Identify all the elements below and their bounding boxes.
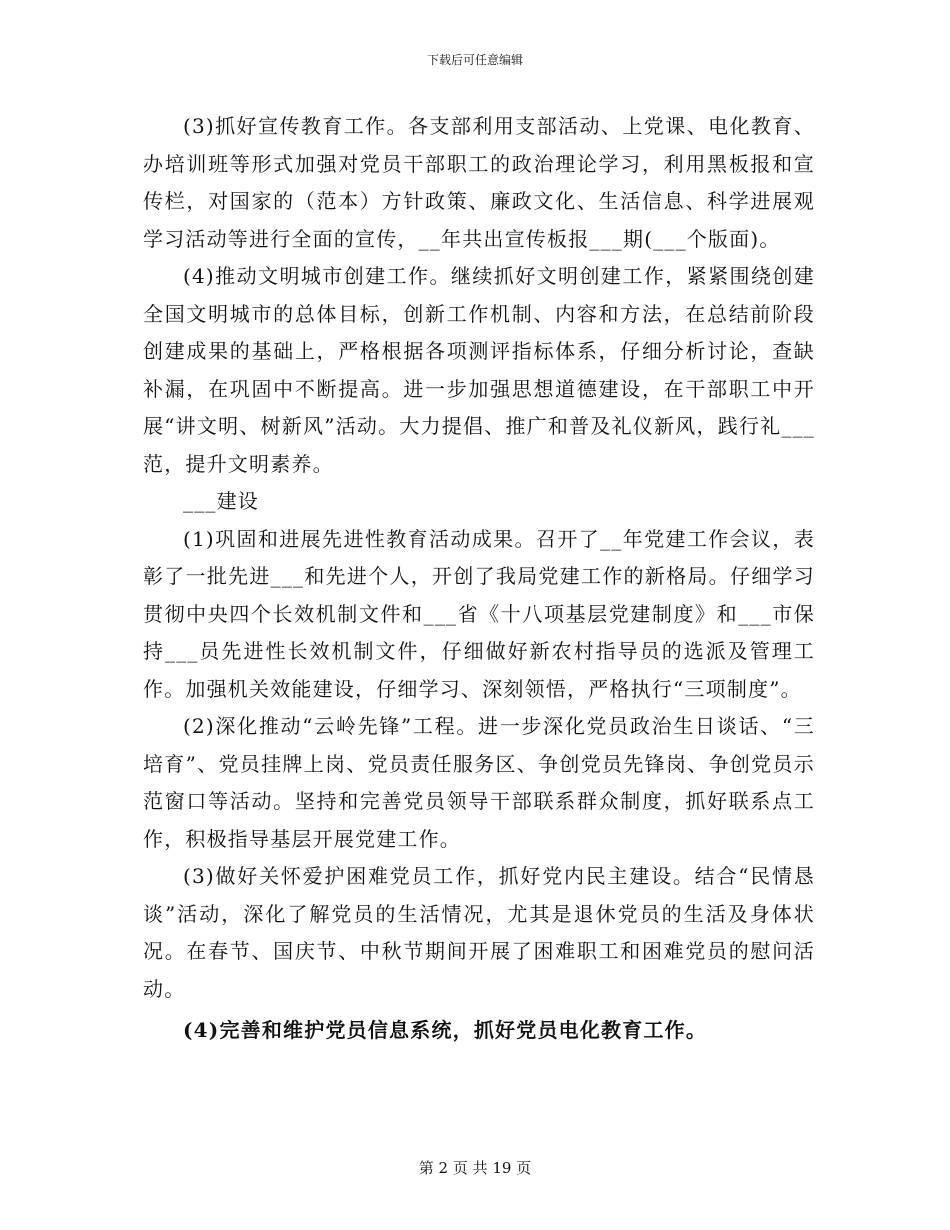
document-body <box>143 108 815 1050</box>
paragraph-civilized-city: (4)推动文明城市创建工作。继续抓好文明创建工作，紧紧围绕创建全国文明城市的总体目标，创新工作机制、内容和方法，在总结前阶段创建成果的基础上，严格根据各项测评指标体系，仔细分析讨论，查缺补漏，在巩固中不断提高。进一步加强思想道德建设，在干部职工中开展“讲文明、树新风”活动。大力提倡、推广和普及礼仪新风，践行礼___范，提升文明素养。 <box>143 264 815 476</box>
paragraph-care-for-members: (3)做好关怀爱护困难党员工作，抓好党内民主建设。结合“民情恳谈”活动，深化了解党员的生活情况，尤其是退休党员的生活及身体状况。在春节、国庆节、中秋节期间开展了困难职工和困难党员的慰问活动。 <box>143 864 815 1001</box>
page-footer: 第 2 页 共 19 页 <box>418 1159 532 1177</box>
paragraph-advanced-education: (1)巩固和进展先进性教育活动成果。召开了__年党建工作会议，表彰了一批先进___和先进个人，开创了我局党建工作的新格局。仔细学习贯彻中央四个长效机制文件和___省《十八项基层党建制度》和___市保持___员先进性长效机制文件，仔细做好新农村指导员的选派及管理工作。加强机关效能建设，仔细学习、深刻领悟，严格执行“三项制度”。 <box>143 526 815 701</box>
paragraph-info-system: (4)完善和维护党员信息系统，抓好党员电化教育工作。 <box>183 1018 708 1042</box>
section-heading-construction: ___建设 <box>183 489 259 513</box>
page-header: 下载后可任意编辑 <box>426 53 523 67</box>
paragraph-publicity-education: (3)抓好宣传教育工作。各支部利用支部活动、上党课、电化教育、办培训班等形式加强对党员干部职工的政治理论学习，利用黑板报和宣传栏，对国家的（范本）方针政策、廉政文化、生活信息、科学进展观学习活动等进行全面的宣传，__年共出宣传板报___期(___个版面)。 <box>143 114 815 251</box>
paragraph-yunling-pioneer: (2)深化推动“云岭先锋”工程。进一步深化党员政治生日谈话、“三培育”、党员挂牌上岗、党员责任服务区、争创党员先锋岗、争创党员示范窗口等活动。坚持和完善党员领导干部联系群众制度，抓好联系点工作，积极指导基层开展党建工作。 <box>143 714 815 851</box>
